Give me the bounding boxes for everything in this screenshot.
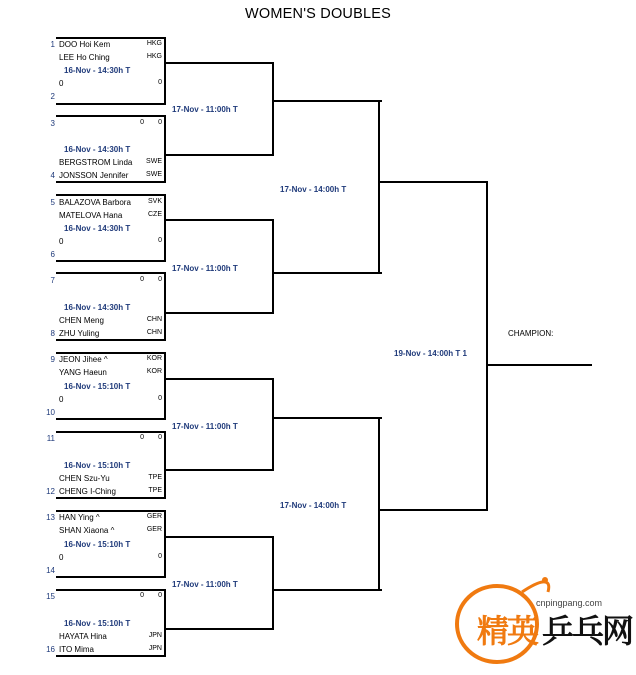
match-score: 0 (158, 395, 162, 402)
match-schedule: 17-Nov - 11:00h T (172, 422, 238, 431)
bracket-line (164, 62, 274, 64)
player-name: CHEN Meng (59, 316, 104, 325)
match-schedule: 16-Nov - 14:30h T (64, 145, 131, 154)
bracket-line (272, 100, 382, 102)
player-name: BALAZOVA Barbora (59, 198, 131, 207)
seed-number: 8 (50, 329, 55, 338)
player-country: CHN (146, 329, 162, 336)
seed-number: 11 (46, 434, 55, 443)
player-country: CZE (148, 211, 162, 218)
bracket-line (272, 589, 382, 591)
match-schedule: 16-Nov - 14:30h T (64, 224, 131, 233)
bracket-line (56, 510, 166, 512)
match-schedule: 16-Nov - 15:10h T (64, 382, 131, 391)
match-score: 0 (158, 592, 162, 599)
bracket-line (56, 115, 166, 117)
player-name: MATELOVA Hana (59, 211, 123, 220)
bracket-line (56, 37, 166, 39)
seed-number: 15 (46, 592, 55, 601)
seed-number: 10 (46, 408, 55, 417)
player-country: TPE (148, 474, 162, 481)
player-name: SHAN Xiaona ^ (59, 526, 115, 535)
bracket-line (272, 378, 274, 471)
player-country: KOR (146, 368, 162, 375)
match-score: 0 (140, 434, 144, 441)
bracket-line (56, 181, 166, 183)
watermark-url: cnpingpang.com (536, 598, 603, 608)
bracket-line (164, 469, 274, 471)
match-schedule: 16-Nov - 15:10h T (64, 540, 131, 549)
player-name: ITO Mima (59, 645, 94, 654)
seed-number: 9 (50, 355, 55, 364)
player-name: HAN Ying ^ (59, 513, 100, 522)
bracket-line (164, 272, 166, 341)
seed-number: 3 (50, 119, 55, 128)
match-score: 0 (59, 553, 64, 562)
bracket-line (272, 417, 382, 419)
player-country: SWE (146, 158, 162, 165)
player-name: DOO Hoi Kem (59, 40, 111, 49)
match-schedule: 16-Nov - 15:10h T (64, 461, 131, 470)
bracket-line (164, 219, 274, 221)
bracket-line (56, 103, 166, 105)
bracket-line (164, 536, 274, 538)
bracket-line (56, 589, 166, 591)
player-country: GER (146, 526, 162, 533)
player-name: ZHU Yuling (59, 329, 100, 338)
watermark-text-left: 精英 (477, 612, 538, 650)
seed-number: 7 (50, 276, 55, 285)
seed-number: 1 (50, 40, 55, 49)
bracket-line (486, 181, 488, 511)
bracket-line (164, 194, 166, 262)
bracket-line (56, 431, 166, 433)
logo-swoosh (522, 582, 549, 592)
bracket-line (56, 655, 166, 657)
seed-number: 14 (46, 566, 55, 575)
bracket-line (378, 417, 380, 591)
player-country: TPE (148, 487, 162, 494)
bracket-line (164, 431, 166, 499)
bracket-line (164, 352, 166, 420)
match-schedule: 16-Nov - 15:10h T (64, 619, 131, 628)
final-schedule: 19-Nov - 14:00h T 1 (394, 349, 467, 358)
player-country: SWE (146, 171, 162, 178)
player-name: JEON Jihee ^ (59, 355, 108, 364)
player-country: GER (146, 513, 162, 520)
match-score: 0 (140, 276, 144, 283)
match-score: 0 (158, 276, 162, 283)
bracket-line (164, 589, 166, 657)
bracket-line (56, 497, 166, 499)
player-country: JPN (148, 645, 162, 652)
bracket-line (272, 536, 274, 630)
match-score: 0 (158, 237, 162, 244)
player-country: HKG (146, 53, 162, 60)
match-schedule: 17-Nov - 11:00h T (172, 264, 238, 273)
player-country: KOR (146, 355, 162, 362)
match-score: 0 (158, 553, 162, 560)
bracket-line (378, 100, 380, 274)
watermark-text-right: 乒乓网 (542, 612, 633, 650)
bracket-line (56, 352, 166, 354)
match-score: 0 (140, 119, 144, 126)
bracket-line (272, 62, 274, 156)
seed-number: 4 (50, 171, 55, 180)
match-score: 0 (59, 79, 64, 88)
bracket-line (486, 364, 592, 366)
bracket-line (56, 260, 166, 262)
bracket-line (56, 194, 166, 196)
match-score: 0 (158, 434, 162, 441)
player-country: SVK (147, 198, 162, 205)
seed-number: 6 (50, 250, 55, 259)
match-schedule: 16-Nov - 14:30h T (64, 303, 131, 312)
bracket-line (164, 312, 274, 314)
player-name: CHENG I-Ching (59, 487, 116, 496)
match-schedule: 17-Nov - 11:00h T (172, 580, 238, 589)
page-title: WOMEN'S DOUBLES (245, 6, 391, 22)
bracket-line (164, 510, 166, 578)
player-name: LEE Ho Ching (59, 53, 110, 62)
bracket-line (164, 628, 274, 630)
bracket-line (164, 115, 166, 183)
match-schedule: 16-Nov - 14:30h T (64, 66, 131, 75)
player-name: HAYATA Hina (59, 632, 107, 641)
match-score: 0 (59, 395, 64, 404)
seed-number: 2 (50, 92, 55, 101)
bracket-line (56, 576, 166, 578)
bracket-line (164, 378, 274, 380)
bracket-line (164, 37, 166, 105)
champion-label: CHAMPION: (508, 329, 554, 338)
bracket-line (56, 418, 166, 420)
bracket-line (378, 181, 488, 183)
player-name: YANG Haeun (59, 368, 107, 377)
bracket-line (56, 272, 166, 274)
bracket-line (164, 154, 274, 156)
match-schedule: 17-Nov - 11:00h T (172, 105, 238, 114)
bracket-line (56, 339, 166, 341)
player-country: HKG (146, 40, 162, 47)
player-country: CHN (146, 316, 162, 323)
match-score: 0 (59, 237, 64, 246)
match-schedule: 17-Nov - 14:00h T (280, 185, 347, 194)
seed-number: 5 (50, 198, 55, 207)
bracket-line (272, 272, 382, 274)
player-name: JONSSON Jennifer (59, 171, 129, 180)
seed-number: 16 (46, 645, 55, 654)
bracket-line (272, 219, 274, 314)
match-score: 0 (158, 119, 162, 126)
logo-ball (542, 577, 548, 583)
match-score: 0 (140, 592, 144, 599)
bracket-line (378, 509, 488, 511)
seed-number: 13 (46, 513, 55, 522)
match-schedule: 17-Nov - 14:00h T (280, 501, 347, 510)
seed-number: 12 (46, 487, 55, 496)
player-name: BERGSTROM Linda (59, 158, 133, 167)
player-name: CHEN Szu-Yu (59, 474, 110, 483)
match-score: 0 (158, 79, 162, 86)
player-country: JPN (148, 632, 162, 639)
